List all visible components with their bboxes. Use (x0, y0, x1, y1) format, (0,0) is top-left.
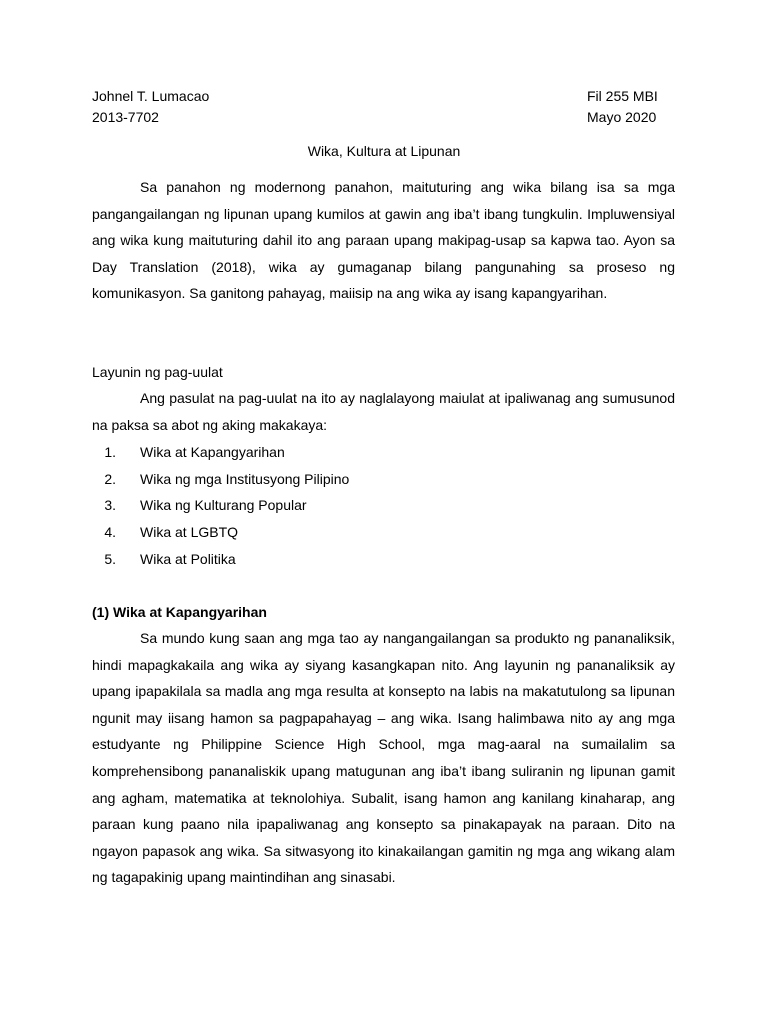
author-name: Johnel T. Lumacao (92, 88, 210, 104)
intro-paragraph: Sa panahon ng modernong panahon, maituturing ang wika bilang isa sa mga pangangailangan ng lipunan upang kumilos at gawin ang iba’t ibang tungkulin. Impluwensiyal ang wika kung maituturing dahil ito ang paraan upang makipag-usap sa kapwa tao. Ayon sa Day Translation (2018), wika ay gumaganap bilang pangunahing sa proseso ng komunikasyon. Sa ganitong pahayag, maiisip na ang wika ay isang kapangyarihan. (92, 179, 675, 302)
list-number: 4. (104, 524, 116, 541)
objectives-lead: Ang pasulat na pag-uulat na ito ay naglalayong maiulat at ipaliwanag ang sumusunod na paksa sa abot ng aking makakaya: (92, 390, 675, 433)
course-block (587, 86, 658, 128)
author-block (92, 86, 209, 128)
list-number: 1. (104, 444, 116, 460)
list-number: 2. (104, 470, 116, 487)
list-number: 3. (104, 497, 116, 514)
section1-paragraph: Sa mundo kung saan ang mga tao ay nangangailangan sa produkto ng pananaliksik, hindi mapagkakaila ang wika ay siyang kasangkapan nito. Ang layunin ng pananaliksik ay upang ipapakilala sa madla ang mga resulta at konsepto na labis na makatutulong sa lipunan ngunit may iisang hamon sa pagpapahayag – ang wika. Isang halimbawa nito ay ang mga estudyante ng Philippine Science High School, mga mag-aaral na sumailalim sa komprehensibong pananaliskik upang matugunan ang iba’t ibang suliranin ng lipunan gamit ang agham, matematika at teknolohiya. Subalit, isang hamon ang kanilang kinaharap, ang paraan kung paano nila ipapaliwanag ang konsepto sa pinakapayak na paraan. Dito na ngayon papasok ang wika. Sa sitwasyong ito kinakailangan gamitin ng mga ang wikang alam ng tagapakinig upang maintindihan ang sinasabi. (92, 630, 675, 886)
list-item-label: Wika at LGBTQ (140, 524, 239, 541)
objectives-heading: Layunin ng pag-uulat (92, 364, 223, 380)
list-item (92, 466, 349, 493)
objectives-list (92, 439, 349, 572)
list-item-label: Wika at Kapangyarihan (140, 444, 285, 460)
section1-heading: (1) Wika at Kapangyarihan (92, 604, 267, 620)
list-item-label: Wika at Politika (140, 550, 236, 567)
list-item (92, 492, 349, 519)
list-number: 5. (104, 550, 116, 567)
list-item (92, 519, 349, 546)
list-item (92, 439, 349, 466)
list-item-label: Wika ng Kulturang Popular (140, 497, 307, 514)
document-title: Wika, Kultura at Lipunan (307, 143, 461, 159)
list-item-label: Wika ng mga Institusyong Pilipino (140, 470, 350, 487)
student-id: 2013-7702 (92, 109, 159, 125)
list-item (92, 546, 349, 573)
course-code: Fil 255 MBI (587, 88, 658, 104)
document-date: Mayo 2020 (587, 109, 657, 125)
